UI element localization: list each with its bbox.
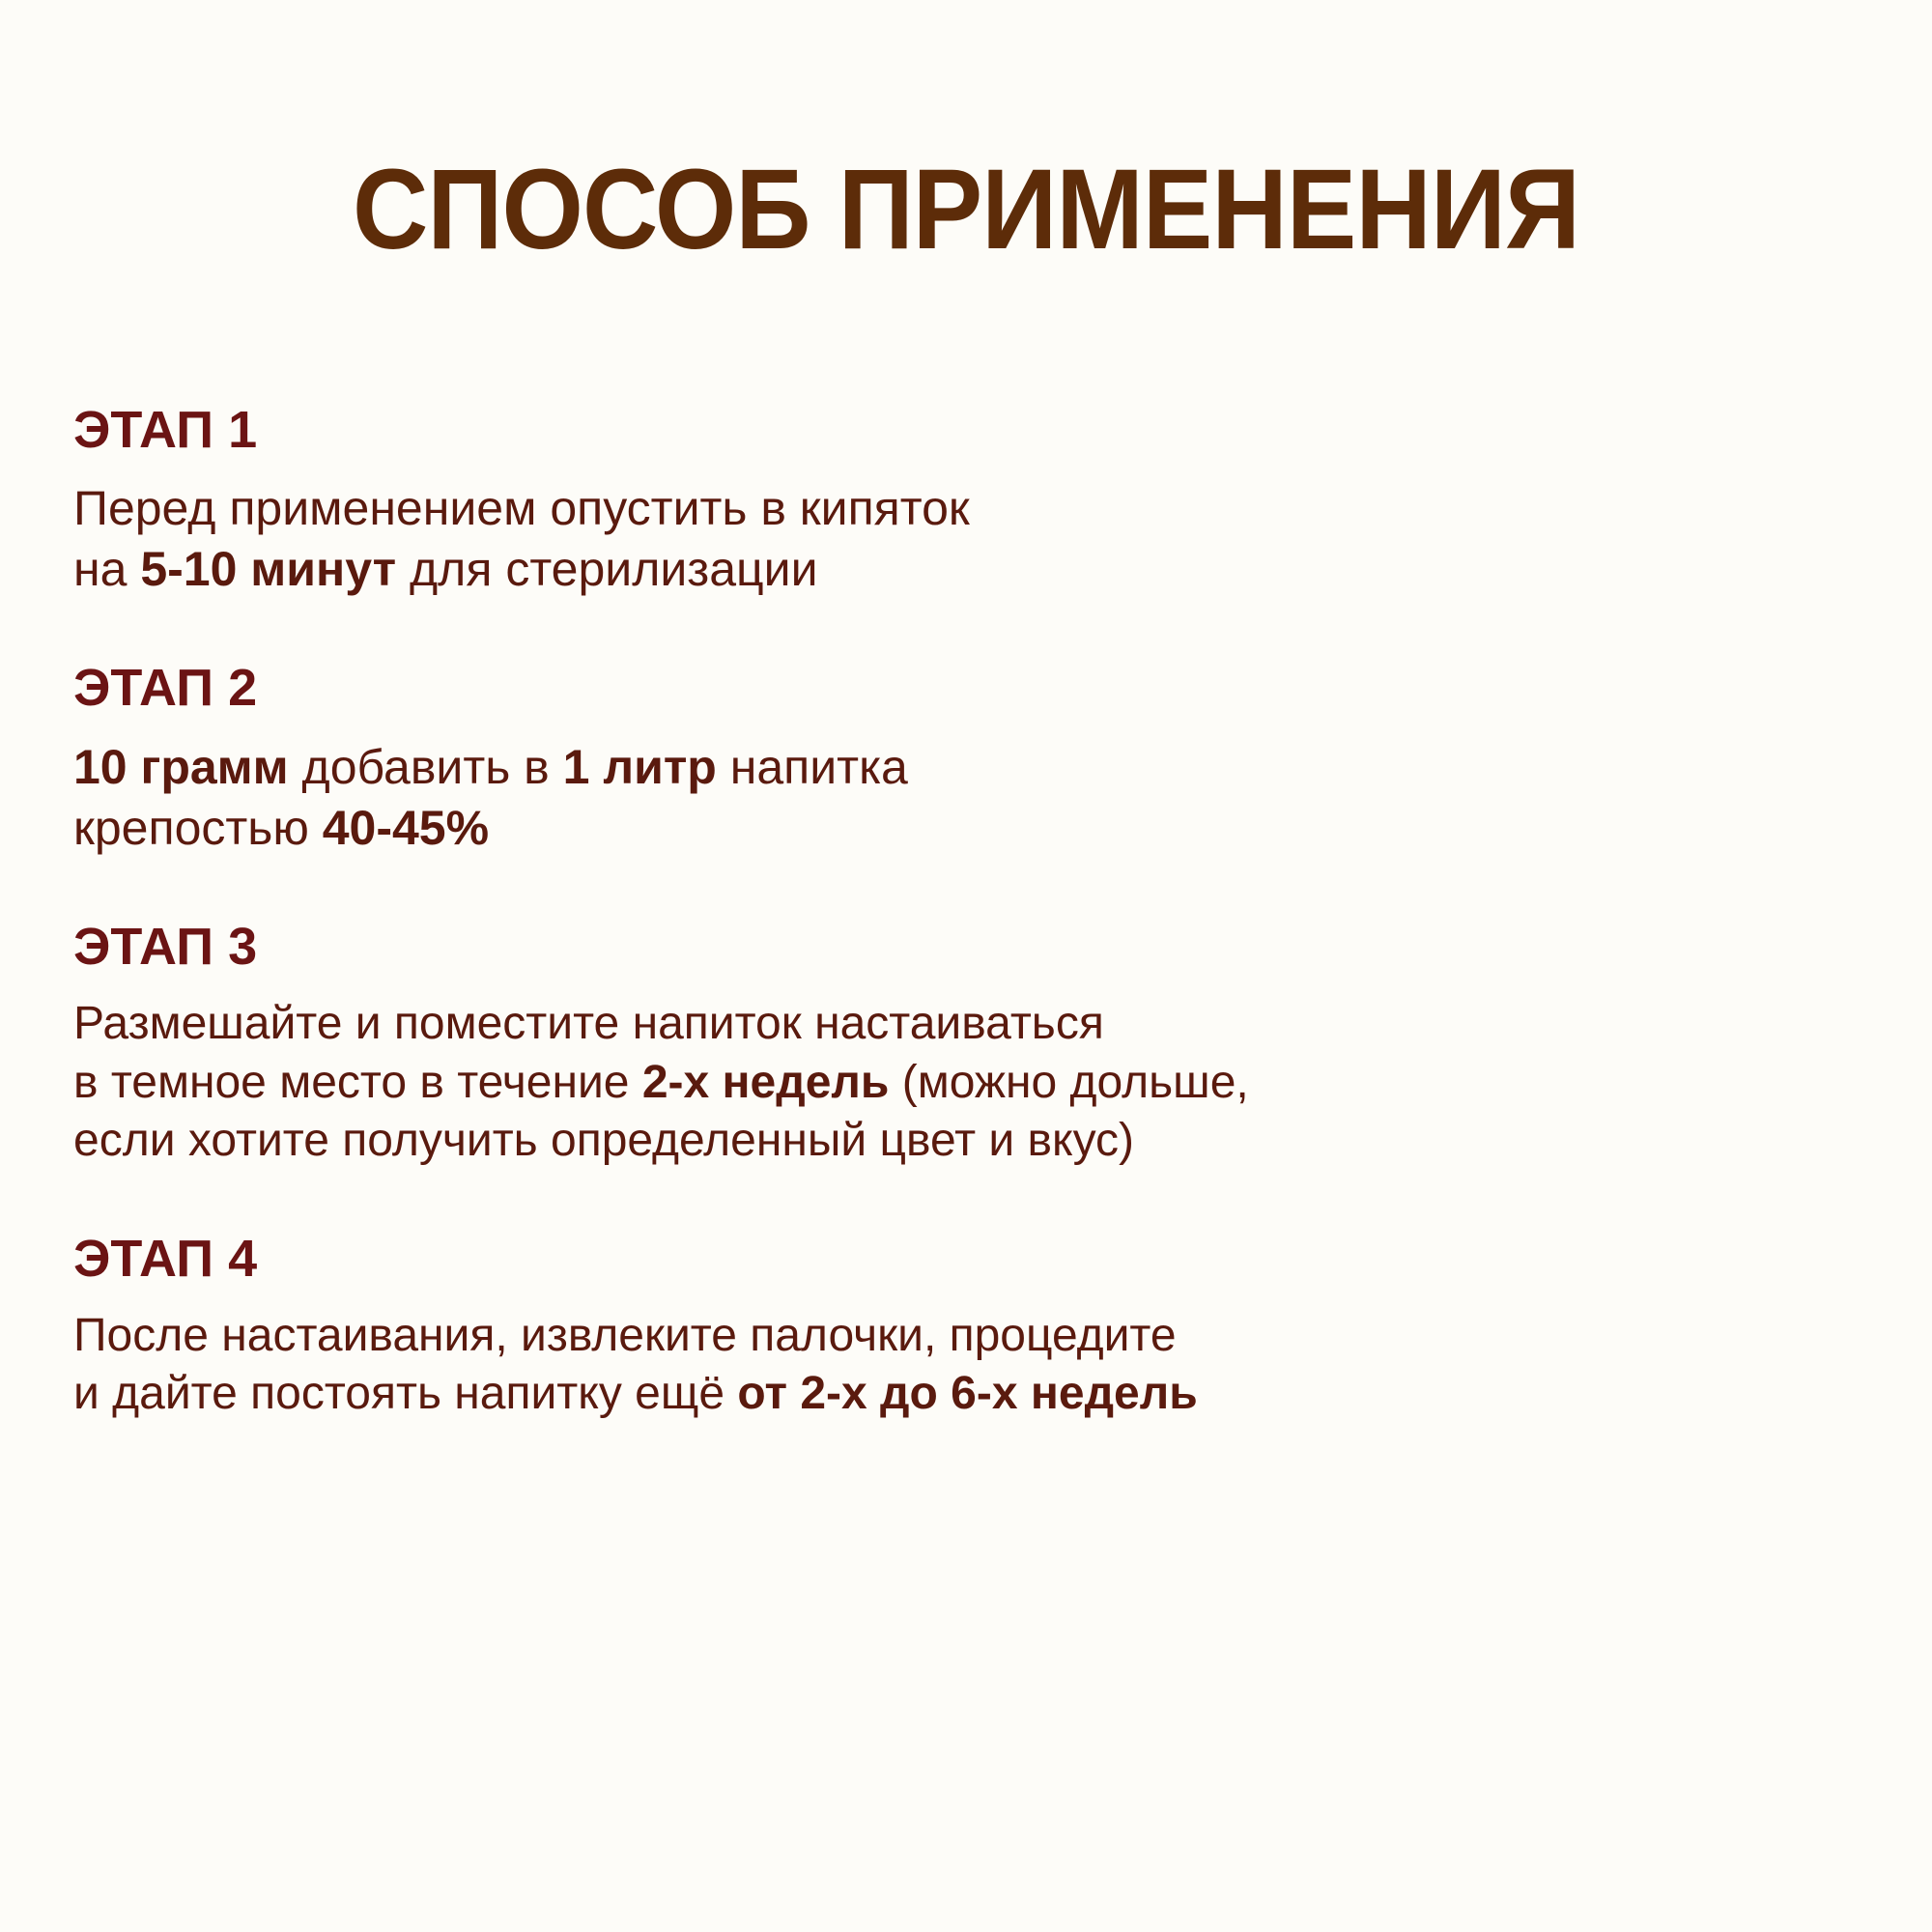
step-label: ЭТАП 3 [73,917,258,976]
step-label: ЭТАП 4 [73,1229,258,1288]
step-text: Размешайте и поместите напиток настаиваться в темное место в течение 2-х недель (можно дольше, если хотите получить определенный цвет и вкус) [73,998,1249,1167]
step-label: ЭТАП 2 [73,659,258,718]
step-item [73,402,1874,600]
step-text: 10 грамм добавить в 1 литр напитка крепостью 40-45% [73,739,908,855]
step-item [73,660,1874,858]
step-item [73,919,1874,1171]
step-label: ЭТАП 1 [73,401,258,459]
page-title: СПОСОБ ПРИМЕНЕНИЯ [352,146,1580,273]
steps-list [0,402,1932,1424]
step-item [73,1231,1874,1424]
step-text: Перед применением опустить в кипяток на 5-10 минут для стерилизации [73,481,970,597]
step-text: После настаивания, извлеките палочки, процедите и дайте постоять напитку ещё от 2-х до 6-х недель [73,1309,1198,1420]
